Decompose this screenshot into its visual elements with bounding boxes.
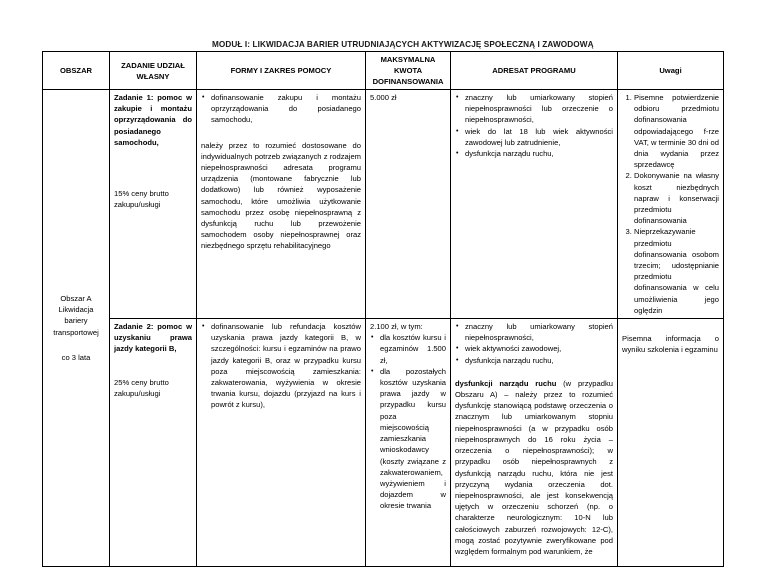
page-title: MODUŁ I: LIKWIDACJA BARIER UTRUDNIAJĄCYCH AKTYWIZACJĘ SPOŁECZNĄ I ZAWODOWĄ	[212, 40, 594, 49]
adresat-2-item: • znaczny lub umiarkowany stopień niepełnosprawności,	[465, 321, 613, 343]
obszar-name: Obszar A Likwidacja bariery transportowej	[53, 294, 99, 337]
header-kwota: MAKSYMALNA KWOTA DOFINANSOWANIA	[366, 52, 451, 90]
obszar-cell	[43, 90, 110, 567]
header-formy: FORMY I ZAKRES POMOCY	[197, 52, 366, 90]
zadanie-1-text: Zadanie 1: pomoc w zakupie i montażu oprzyrządowania do posiadanego samochodu,	[114, 93, 192, 147]
row-zadanie-1	[43, 90, 724, 319]
adresat-1-item: • wiek do lat 18 lub wiek aktywności zawodowej lub zatrudnienie,	[465, 126, 613, 148]
adresat-1-cell	[451, 90, 618, 319]
header-zadanie: ZADANIE UDZIAŁ WŁASNY	[110, 52, 197, 90]
formy-1-bullet: • dofinansowanie zakupu i montażu oprzyrządowania do posiadanego samochodu,	[211, 92, 361, 126]
uwagi-1-item: 1. Pisemne potwierdzenie odbioru przedmiotu dofinansowania odpowiadającego f-rze VAT, w terminie 30 dni od dnia wydania przez sprzedawcę	[634, 92, 719, 170]
adresat-2-note-bold: dysfunkcji narządu ruchu	[455, 378, 557, 388]
formy-2-cell	[197, 319, 366, 567]
header-obszar: OBSZAR	[43, 52, 110, 90]
adresat-2-item: • wiek aktywności zawodowej,	[465, 343, 613, 354]
kwota-1-value: 5.000 zł	[370, 93, 397, 102]
adresat-1-item: • dysfunkcja narządu ruchu,	[465, 148, 613, 159]
adresat-2-note-text: (w przypadku Obszaru A) – należy przez to rozumieć dysfunkcję stanowiącą podstawę orzeczenia o znacznym lub umiarkowanym stopniu niepełnosprawności (a w przypadku osób niepełnosprawnych do 16 roku życia – orzeczenia o niepełnosprawności); w przypadku osób niepełnosprawnych z dysfunkcją narządu ruchu, która nie jest przyczyną wydania orzeczenia dot. niepełnosprawności, ale jest konsekwencją ujętych w orzeczeniu schorzeń (np. o charakterze neurologicznym: 10-N lub całościowych zaburzeń rozwojowych: 12-C), mogą zostać pozytywnie zweryfikowane pod względem formalnym pod warunkiem, że	[455, 378, 613, 556]
uwagi-2-cell	[618, 319, 724, 567]
obszar-duration: co 3 lata	[61, 352, 91, 362]
uwagi-1-item: 3. Nieprzekazywanie przedmiotu dofinansowania osobom trzecim; udostępnianie przedmiotu dofinansowania w celu umożliwienia jego oględzin	[634, 226, 719, 316]
program-table	[42, 51, 724, 567]
header-uwagi: Uwagi	[618, 52, 724, 90]
adresat-2-cell	[451, 319, 618, 567]
header-adresat: ADRESAT PROGRAMU	[451, 52, 618, 90]
zadanie-2-cell	[110, 319, 197, 567]
kwota-2-head: 2.100 zł, w tym:	[370, 322, 423, 332]
kwota-2-item: • dla pozostałych kosztów uzyskania prawa jazdy w przypadku kursu poza miejscowością zamieszkania wnioskodawcy (koszty związane z zakwaterowaniem, wyżywieniem i dojazdem w okresie trwania	[380, 366, 446, 512]
kwota-1-cell	[366, 90, 451, 319]
formy-2-bullet: • dofinansowanie lub refundacja kosztów uzyskania prawa jazdy kategorii B, w szczególności: kursu i egzaminów na prawo jazdy kategorii B, oraz w przypadku kursu poza miejscowością zamieszkania: zakwaterowania, wyżywienia w okresie trwania kursu, dojazdu (przyjazd na kurs i powrót z kursu),	[211, 321, 361, 411]
kwota-2-cell	[366, 319, 451, 567]
header-row	[43, 52, 724, 90]
formy-1-desc: należy przez to rozumieć dostosowane do indywidualnych potrzeb związanych z rodzajem niepełnosprawności adresata programu urządzenia (montowane fabrycznie lub dodatkowo) lub również wyposażenie samochodu, które umożliwia użytkowanie samochodu przez osobę niepełnosprawną z dysfunkcją ruchu lub przewożenie samochodem osoby niepełnosprawnej oraz niezbędnego sprzętu rehabilitacyjnego	[201, 140, 361, 251]
zadanie-1-cell	[110, 90, 197, 319]
zadanie-2-text: Zadanie 2: pomoc w uzyskaniu prawa jazdy kategorii B,	[114, 322, 192, 354]
row-zadanie-2	[43, 319, 724, 567]
kwota-2-item: • dla kosztów kursu i egzaminów 1.500 zł,	[380, 332, 446, 366]
adresat-1-item: • znaczny lub umiarkowany stopień niepełnosprawności lub orzeczenie o niepełnosprawności,	[465, 92, 613, 126]
adresat-2-note	[455, 378, 613, 557]
adresat-2-item: • dysfunkcja narządu ruchu,	[465, 355, 613, 366]
uwagi-1-cell	[618, 90, 724, 319]
formy-1-cell	[197, 90, 366, 319]
zadanie-1-udzial: 15% ceny brutto zakupu/usługi	[114, 189, 169, 210]
zadanie-2-udzial: 25% ceny brutto zakupu/usługi	[114, 377, 169, 398]
uwagi-1-item: 2. Dokonywanie na własny koszt niezbędnych napraw i konserwacji przedmiotu dofinansowania	[634, 170, 719, 226]
uwagi-2-text: Pisemna informacja o wyniku szkolenia i egzaminu	[622, 334, 719, 355]
